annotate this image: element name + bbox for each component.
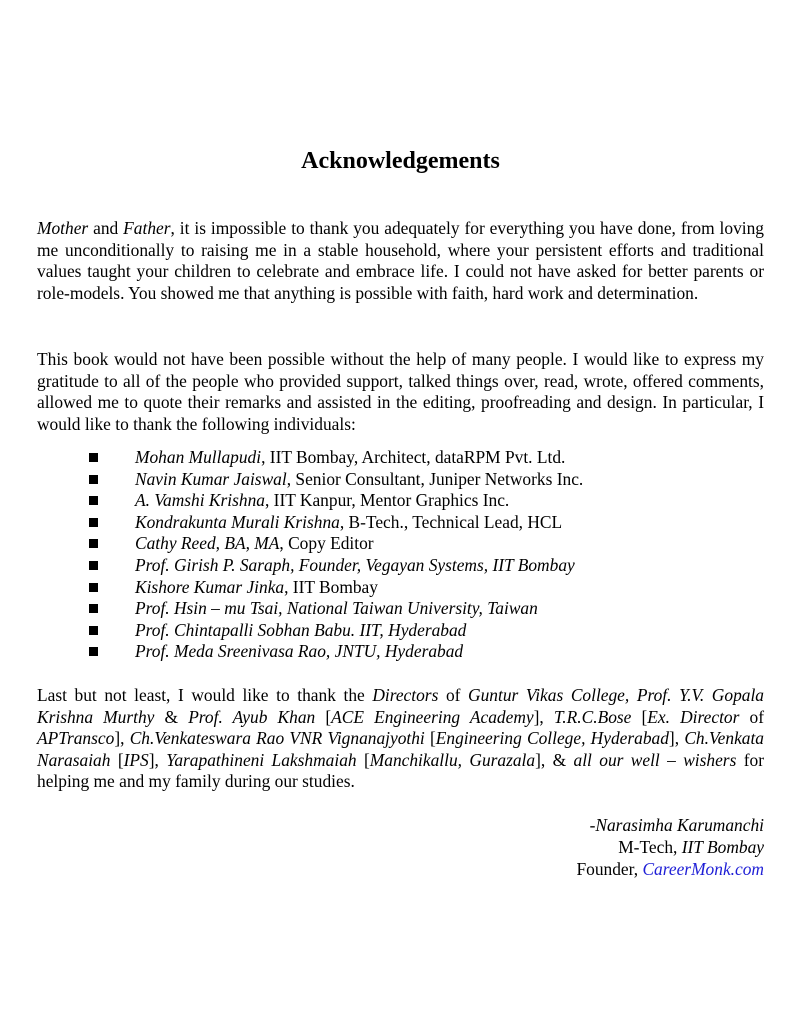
text-segment: of bbox=[739, 706, 764, 727]
list-item bbox=[37, 555, 764, 577]
text-segment: of bbox=[438, 685, 469, 705]
text-segment: ], bbox=[668, 728, 685, 748]
list-item bbox=[37, 577, 764, 599]
author-name: -Narasimha Karumanchi bbox=[589, 815, 764, 835]
list-item bbox=[37, 641, 764, 663]
italic-segment: Yarapathineni Lakshmaiah bbox=[166, 749, 357, 770]
text-segment: [ bbox=[631, 706, 648, 727]
list-item bbox=[37, 598, 764, 620]
person-name: Navin Kumar Jaiswal bbox=[135, 468, 287, 489]
person-details: , B-Tech., Technical Lead, HCL bbox=[339, 511, 563, 532]
person-name: Prof. Chintapalli Sobhan Babu. IIT, Hyderabad bbox=[135, 619, 467, 640]
square-bullet-icon bbox=[89, 496, 98, 505]
person-name: Prof. Girish P. Saraph, Founder, Vegayan Systems, IIT Bombay bbox=[135, 554, 575, 575]
square-bullet-icon bbox=[89, 453, 98, 462]
text-segment: [ bbox=[356, 749, 370, 770]
list-item bbox=[37, 533, 764, 555]
institute-text: IIT Bombay bbox=[681, 836, 764, 857]
square-bullet-icon bbox=[89, 475, 98, 484]
parents-text: , it is impossible to thank you adequately for everything you have done, from loving me unconditionally to raising me in a stable household, where your persistent efforts and traditional values taught your children to celebrate and embrace life. I could not have asked for better parents or role-models. You showed me that anything is possible with faith, hard work and determination. bbox=[37, 218, 764, 303]
italic-segment: Directors bbox=[372, 685, 439, 705]
square-bullet-icon bbox=[89, 583, 98, 592]
person-name: Kondrakunta Murali Krishna bbox=[135, 511, 340, 532]
person-details: , IIT Bombay, Architect, dataRPM Pvt. Ltd. bbox=[261, 447, 566, 467]
italic-segment: Ch.Venkata Narasaiah bbox=[37, 728, 765, 770]
italic-segment: Prof. Ayub Khan bbox=[188, 706, 316, 727]
italic-segment: Engineering College, Hyderabad bbox=[435, 728, 669, 748]
person-name: Mohan Mullapudi bbox=[135, 447, 262, 467]
italic-segment: Ch.Venkateswara Rao VNR Vignanajyothi bbox=[129, 728, 425, 748]
person-details: , Copy Editor bbox=[279, 533, 374, 554]
individuals-list bbox=[37, 447, 764, 663]
list-item bbox=[37, 490, 764, 512]
square-bullet-icon bbox=[89, 539, 98, 548]
italic-segment: Manchikallu, Gurazala bbox=[369, 749, 536, 770]
square-bullet-icon bbox=[89, 626, 98, 635]
text-segment: [ bbox=[315, 706, 332, 727]
italic-segment: IPS bbox=[123, 749, 149, 770]
list-item bbox=[37, 447, 764, 469]
author-line bbox=[37, 815, 764, 837]
mother-text: Mother bbox=[37, 218, 89, 238]
and-text: and bbox=[88, 218, 124, 238]
text-segment: & bbox=[154, 706, 189, 727]
italic-segment: T.R.C.Bose bbox=[553, 706, 632, 727]
person-name: Prof. Hsin – mu Tsai, National Taiwan University, Taiwan bbox=[135, 598, 538, 619]
person-details: , Senior Consultant, Juniper Networks Inc. bbox=[286, 468, 584, 489]
degree-line bbox=[37, 837, 764, 859]
page-title: Acknowledgements bbox=[301, 148, 500, 174]
list-item bbox=[37, 469, 764, 491]
text-segment: ], bbox=[533, 706, 554, 727]
list-item bbox=[37, 512, 764, 534]
square-bullet-icon bbox=[89, 647, 98, 656]
text-segment: [ bbox=[424, 728, 436, 748]
father-text: Father bbox=[123, 218, 171, 238]
person-name: Kishore Kumar Jinka bbox=[135, 576, 285, 597]
final-thanks-paragraph bbox=[37, 685, 764, 793]
person-details: , IIT Kanpur, Mentor Graphics Inc. bbox=[264, 490, 510, 511]
list-item bbox=[37, 620, 764, 642]
text-segment: ], & bbox=[535, 749, 574, 770]
italic-segment: APTransco bbox=[37, 728, 115, 748]
text-segment: [ bbox=[110, 749, 124, 770]
text-segment: ], bbox=[148, 749, 167, 770]
thanks-paragraph: This book would not have been possible without the help of many people. I would like to express my gratitude to all of the people who provided support, talked things over, read, wrote, offered comments, allowed me to quote their remarks and assisted in the editing, proofreading and design. In particular, I would like to thank the following individuals: bbox=[37, 349, 764, 434]
italic-segment: Guntur Vikas College, Prof. Y.V. Gopala Krishna Murthy bbox=[37, 685, 764, 727]
square-bullet-icon bbox=[89, 518, 98, 527]
text-segment: for helping me and my family during our studies. bbox=[37, 749, 764, 791]
founder-line bbox=[37, 859, 764, 881]
degree-text: M-Tech, bbox=[618, 836, 682, 857]
square-bullet-icon bbox=[89, 604, 98, 613]
signature-block bbox=[37, 815, 764, 880]
person-details: , IIT Bombay bbox=[284, 576, 378, 597]
person-name: Prof. Meda Sreenivasa Rao, JNTU, Hyderabad bbox=[135, 641, 464, 662]
founder-text: Founder, bbox=[576, 858, 643, 879]
square-bullet-icon bbox=[89, 561, 98, 570]
person-name: A. Vamshi Krishna bbox=[135, 490, 265, 511]
italic-segment: all our well – wishers bbox=[573, 749, 737, 770]
italic-segment: Ex. Director bbox=[647, 706, 740, 727]
person-name: Cathy Reed, BA, MA bbox=[135, 533, 280, 554]
text-segment: Last but not least, I would like to thank the bbox=[37, 685, 373, 705]
careermonk-link[interactable]: CareerMonk.com bbox=[642, 858, 764, 879]
parents-paragraph bbox=[37, 218, 764, 304]
italic-segment: ACE Engineering Academy bbox=[331, 706, 534, 727]
text-segment: ], bbox=[114, 728, 130, 748]
